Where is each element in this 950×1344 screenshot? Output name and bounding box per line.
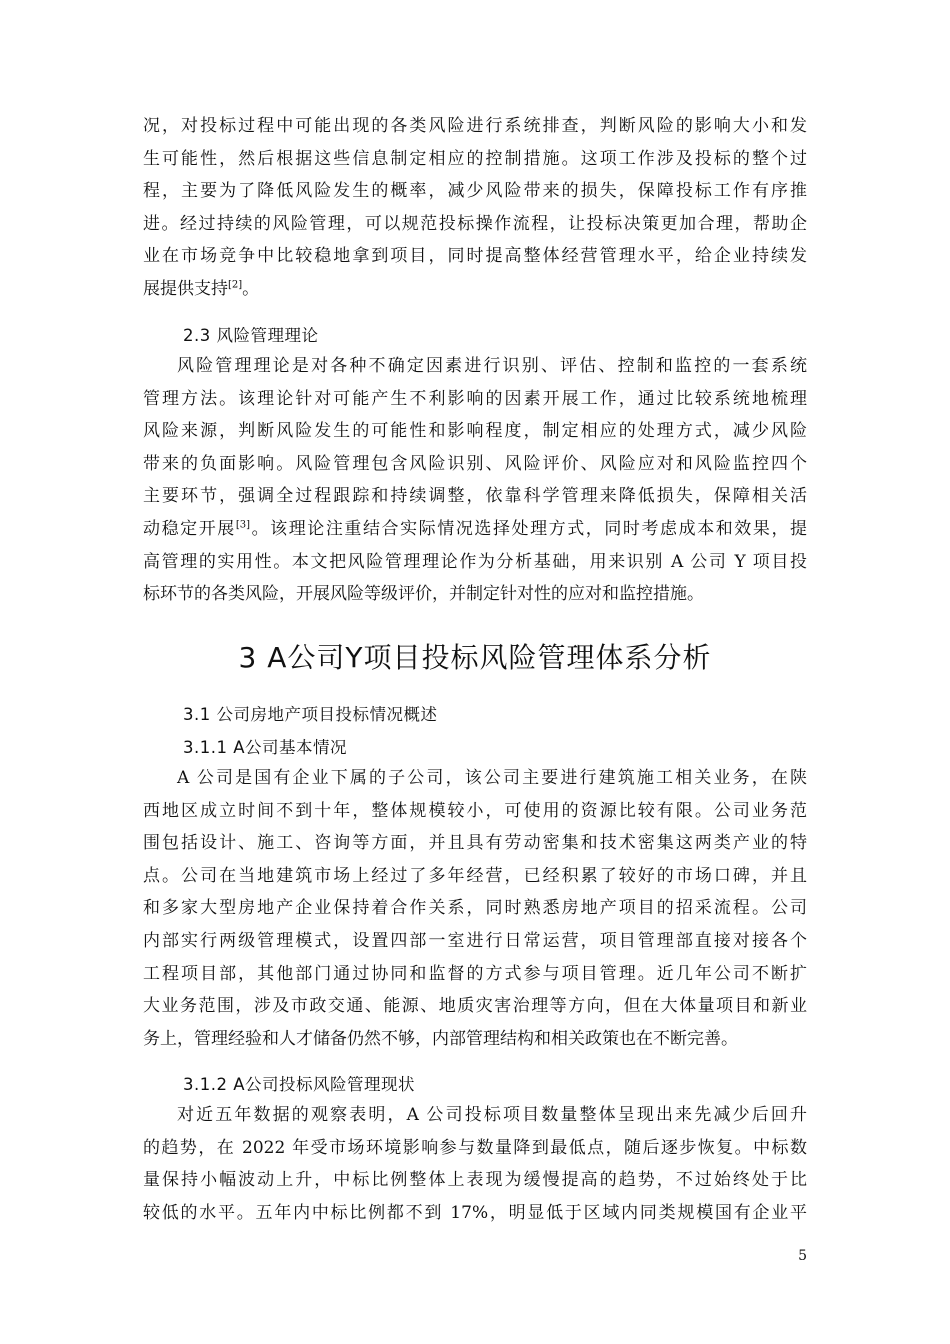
text-line: 西地区成立时间不到十年，整体规模较小，可使用的资源比较有限。公司业务范	[143, 800, 807, 821]
text-line: 风险管理理论是对各种不确定因素进行识别、评估、控制和监控的一套系统	[177, 356, 807, 376]
text-line: 对近五年数据的观察表明，A 公司投标项目数量整体呈现出来先减少后回升	[177, 1105, 807, 1125]
text-line: 的趋势，在 2022 年受市场环境影响参与数量降到最低点，随后逐步恢复。中标数	[143, 1137, 807, 1158]
text-line: 主要环节，强调全过程跟踪和持续调整，依靠科学管理来降低损失，保障相关活	[143, 486, 807, 507]
heading-3-1-2: 3.1.2 A公司投标风险管理现状	[183, 1075, 416, 1094]
text-line: 管理方法。该理论针对可能产生不利影响的因素开展工作，通过比较系统地梳理	[143, 388, 807, 409]
text-line: 进。经过持续的风险管理，可以规范投标操作流程，让投标决策更加合理，帮助企	[143, 213, 807, 234]
text-line: 量保持小幅波动上升，中标比例整体上表现为缓慢提高的趋势，不过始终处于比	[143, 1170, 807, 1191]
heading-3-1-1: 3.1.1 A公司基本情况	[183, 738, 348, 757]
text-line: 况，对投标过程中可能出现的各类风险进行系统排查，判断风险的影响大小和发	[143, 116, 807, 136]
text-segment: 。该理论注重结合实际情况选择处理方式，同时考虑成本和效果，提	[250, 518, 808, 539]
text-line: 和多家大型房地产企业保持着合作关系，同时熟悉房地产项目的招采流程。公司	[143, 898, 807, 919]
text-line: 生可能性，然后根据这些信息制定相应的控制措施。这项工作涉及投标的整个过	[143, 148, 807, 169]
heading-2-3: 2.3 风险管理理论	[183, 326, 319, 345]
text-line: 大业务范围，涉及市政交通、能源、地质灾害治理等方向，但在大体量项目和新业	[143, 996, 807, 1017]
text-line: 务上，管理经验和人才储备仍然不够，内部管理结构和相关政策也在不断完善。	[143, 1028, 738, 1049]
text-line: 内部实行两级管理模式，设置四部一室进行日常运营，项目管理部直接对接各个	[143, 930, 807, 951]
text-line: A 公司是国有企业下属的子公司，该公司主要进行建筑施工相关业务，在陕	[177, 768, 807, 788]
paragraph-2-2-tail	[143, 110, 807, 306]
page-number: 5	[798, 1248, 807, 1264]
chapter-3-title: 3 A公司Y项目投标风险管理体系分析	[238, 641, 712, 674]
text-line	[143, 513, 807, 546]
citation-3: [3]	[235, 519, 251, 531]
text-line: 工程项目部，其他部门通过协同和监督的方式参与项目管理。近几年公司不断扩	[143, 963, 807, 984]
text-line: 程，主要为了降低风险发生的概率，减少风险带来的损失，保障投标工作有序推	[143, 181, 807, 202]
paragraph-3-1-1	[143, 762, 807, 1055]
text-line	[143, 273, 807, 306]
text-segment: 。	[242, 278, 260, 299]
text-line: 较低的水平。五年内中标比例都不到 17%，明显低于区域内同类规模国有企业平	[143, 1202, 807, 1223]
text-line: 高管理的实用性。本文把风险管理理论作为分析基础，用来识别 A 公司 Y 项目投	[143, 551, 807, 572]
text-segment: 展提供支持	[143, 278, 228, 299]
text-line: 点。公司在当地建筑市场上经过了多年经营，已经积累了较好的市场口碑，并且	[143, 865, 807, 886]
paragraph-3-1-2	[143, 1099, 807, 1229]
citation-2: [2]	[228, 279, 243, 291]
text-line: 围包括设计、施工、咨询等方面，并且具有劳动密集和技术密集这两类产业的特	[143, 833, 807, 854]
text-segment: 动稳定开展	[143, 518, 236, 539]
text-line: 带来的负面影响。风险管理包含风险识别、风险评价、风险应对和风险监控四个	[143, 453, 807, 474]
text-line: 业在市场竞争中比较稳地拿到项目，同时提高整体经营管理水平，给企业持续发	[143, 246, 807, 267]
text-line: 标环节的各类风险，开展风险等级评价，并制定针对性的应对和监控措施。	[143, 584, 704, 605]
heading-3-1: 3.1 公司房地产项目投标情况概述	[183, 705, 438, 724]
text-line: 风险来源，判断风险发生的可能性和影响程度，制定相应的处理方式，减少风险	[143, 421, 807, 442]
paragraph-2-3	[143, 350, 807, 611]
